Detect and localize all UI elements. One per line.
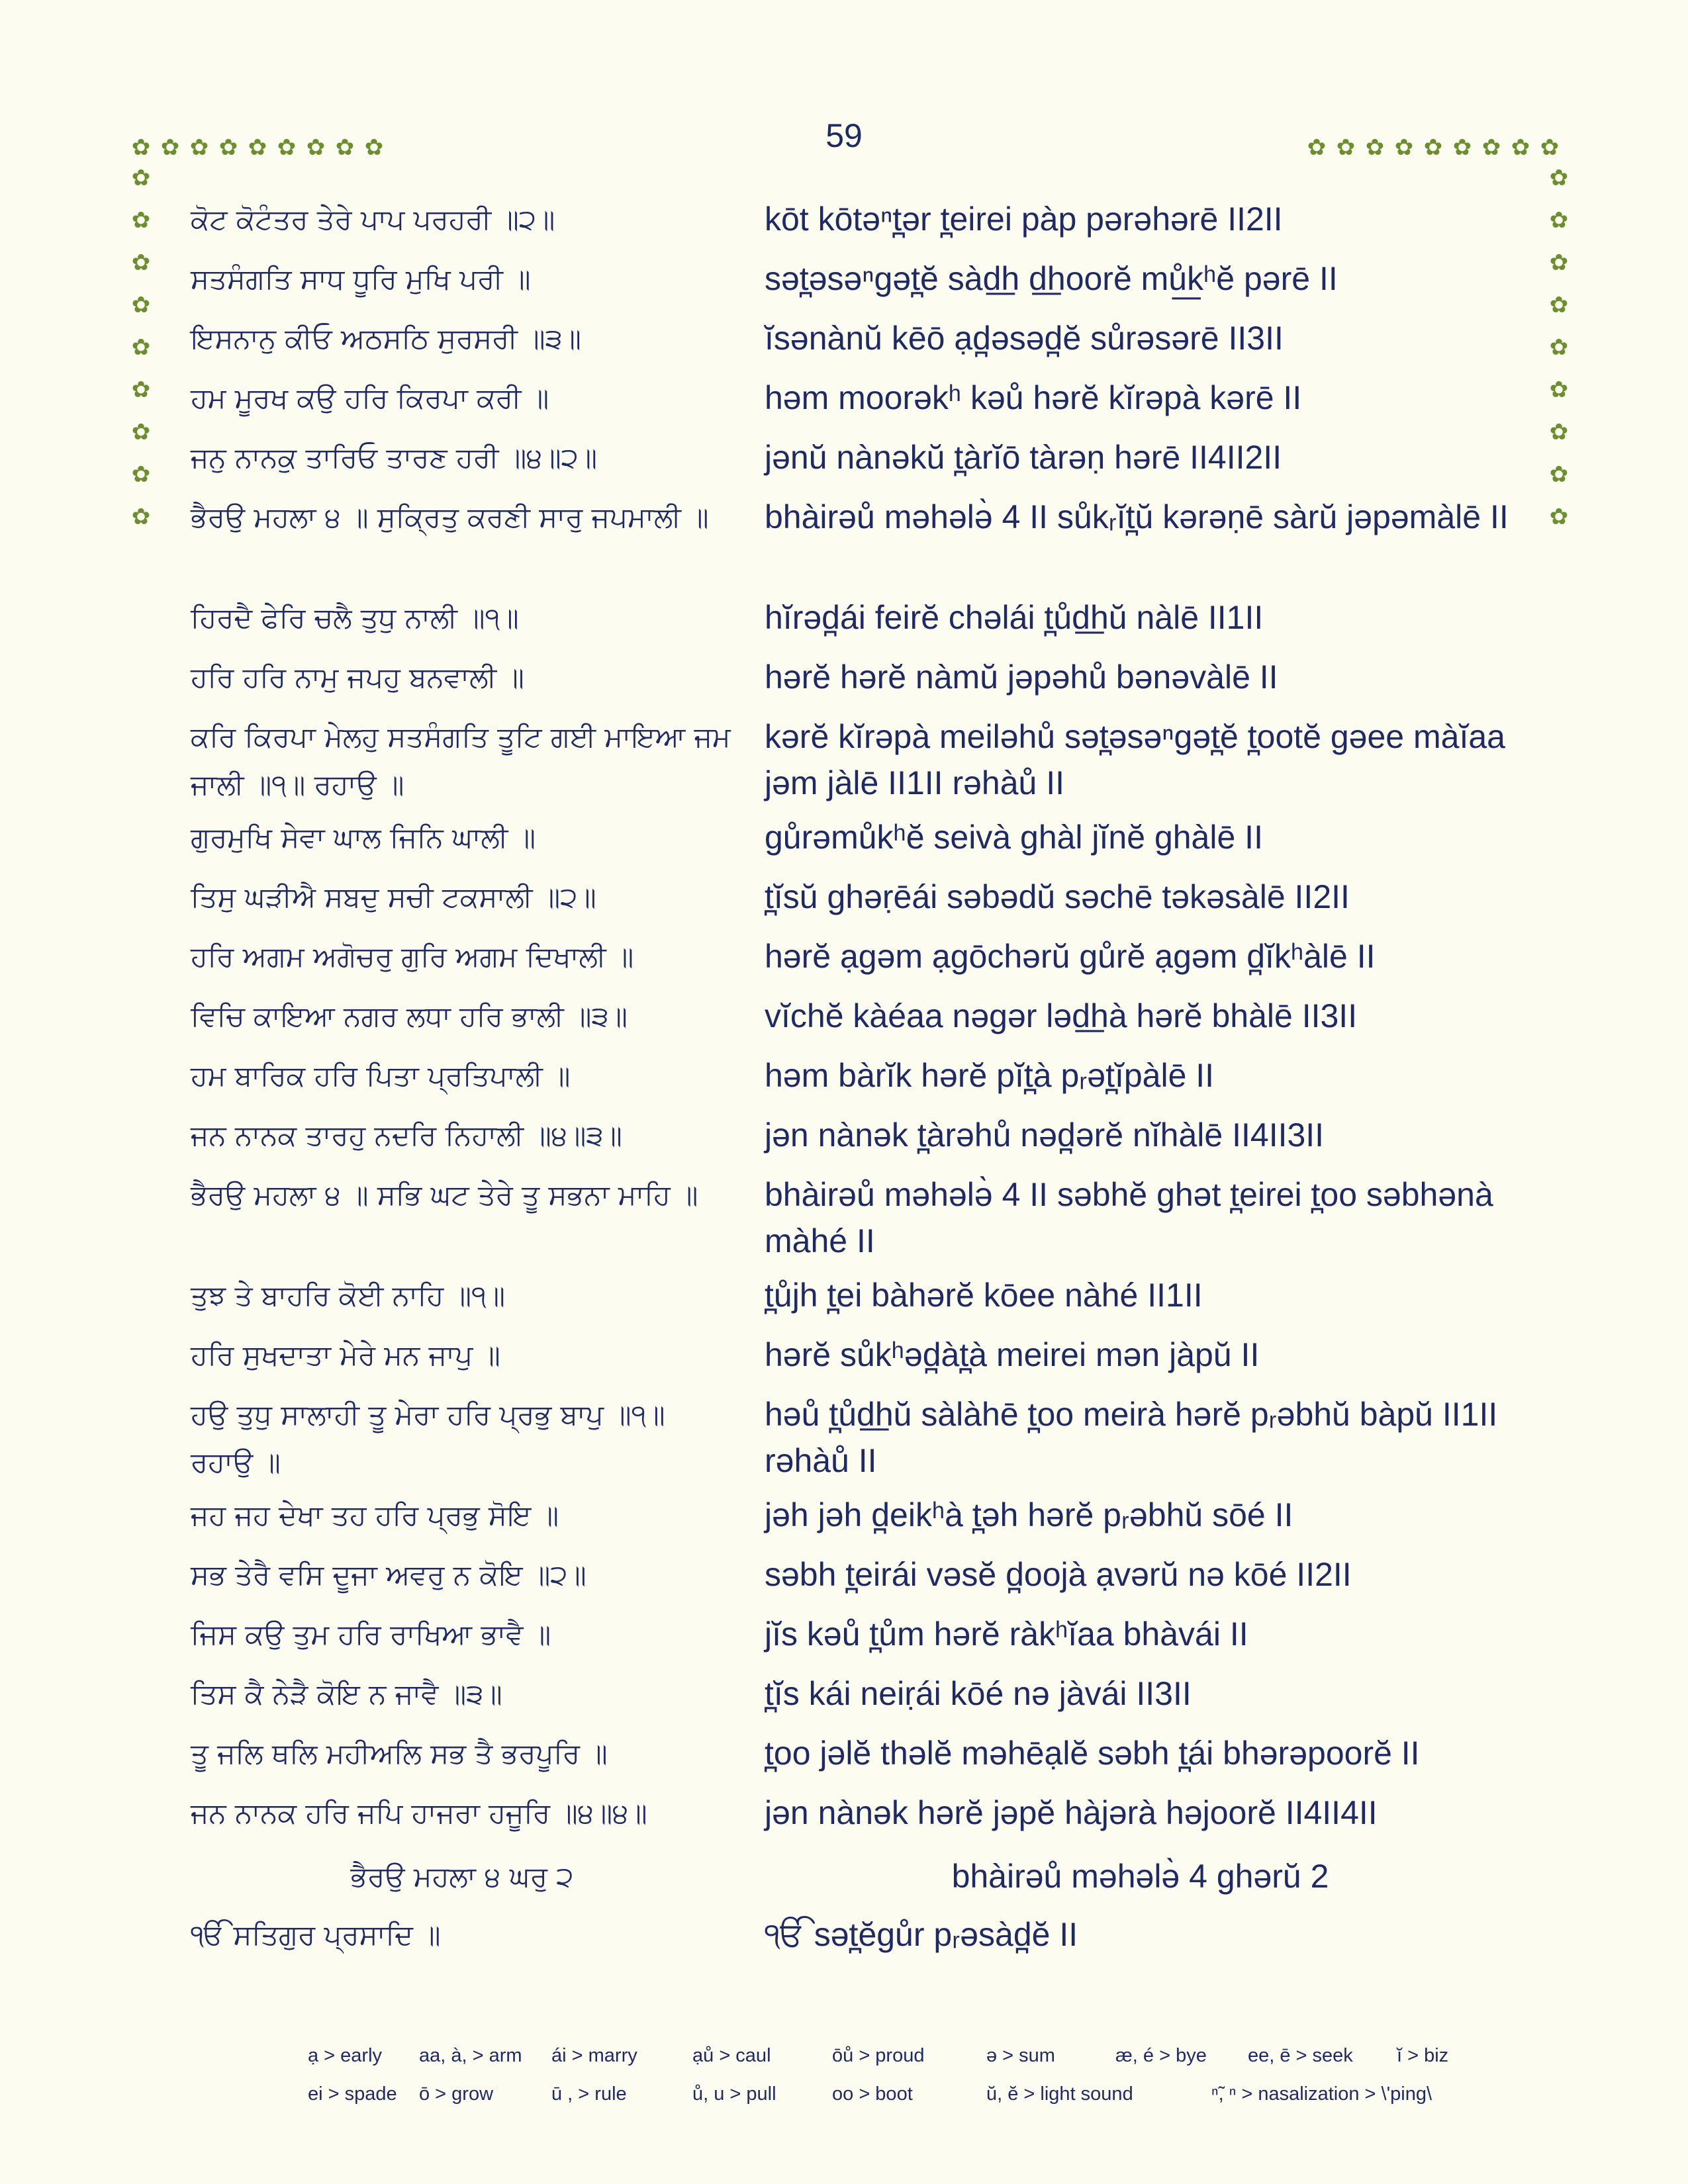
flower-ornament-icon: ✿ xyxy=(131,250,151,276)
flower-ornament-icon: ✿ xyxy=(189,134,209,161)
gurmukhi-text: ਹਰਿ ਹਰਿ ਨਾਮੁ ਜਪਹੁ ਬਨਵਾਲੀ ॥ xyxy=(191,661,524,694)
gurmukhi-text: ਹਰਿ ਸੁਖਦਾਤਾ ਮੇਰੇ ਮਨ ਜਾਪੁ ॥ xyxy=(191,1339,500,1371)
flower-ornament-icon: ✿ xyxy=(1549,207,1569,234)
flower-ornament-icon: ✿ xyxy=(160,134,180,161)
transliteration-text: t̪ĭsŭ ghəṛēái səbədŭ səchē təkəsàlē II2II xyxy=(765,878,1350,915)
legend-item: ō > grow xyxy=(419,2083,494,2105)
transliteration-text: səbh t̪eirái vəsĕ d̪oojà ạvərŭ nə kōé II2II xyxy=(765,1556,1352,1593)
flower-ornament-icon: ✿ xyxy=(364,134,384,161)
legend-item: æ, é > bye xyxy=(1115,2045,1207,2066)
transliteration-text: həm moorəkʰ kəů hərĕ kĭrəpà kərē II xyxy=(765,379,1302,416)
gurmukhi-text: ਵਿਚਿ ਕਾਇਆ ਨਗਰ ਲਧਾ ਹਰਿ ਭਾਲੀ ॥੩॥ xyxy=(191,1000,628,1032)
flower-ornament-icon: ✿ xyxy=(1549,292,1569,318)
flower-ornament-icon: ✿ xyxy=(1394,134,1414,161)
gurmukhi-text: ਹਮ ਬਾਰਿਕ ਹਰਿ ਪਿਤਾ ਪ੍ਰਤਿਪਾਲੀ ॥ xyxy=(191,1060,571,1092)
transliteration-text: həů t̪ůd͟hŭ sàlàhē t̪oo meirà hərĕ pᵣəbhŭ bàpŭ II1II rəhàů II xyxy=(765,1396,1498,1479)
flower-ornament-icon: ✿ xyxy=(1423,134,1443,161)
gurmukhi-text: ਗੁਰਮੁਖਿ ਸੇਵਾ ਘਾਲ ਜਿਨਿ ਘਾਲੀ ॥ xyxy=(191,821,536,854)
legend-item: ee, ē > seek xyxy=(1248,2045,1353,2066)
transliteration-text: sət̪əsəⁿgət̪ĕ sàd͟h d͟hoorĕ mů͟kʰĕ pərē II xyxy=(765,260,1338,297)
gurmukhi-text: ਕਰਿ ਕਿਰਪਾ ਮੇਲਹੁ ਸਤਸੰਗਤਿ ਤੂਟਿ ਗਈ ਮਾਇਆ ਜਮ ਜਾਲੀ ॥੧॥ ਰਹਾਉ ॥ xyxy=(191,721,731,801)
legend-item: ū , > rule xyxy=(551,2083,627,2105)
transliteration-text: ĭsənànŭ kēō ạd̪əsəd̪ĕ sůrəsərē II3II xyxy=(765,320,1284,357)
flower-ornament-icon: ✿ xyxy=(131,334,151,361)
flower-ornament-icon: ✿ xyxy=(1549,377,1569,403)
legend-item: ĭ > biz xyxy=(1397,2045,1449,2066)
gurmukhi-text: ਹਰਿ ਅਗਮ ਅਗੋਚਰੁ ਗੁਰਿ ਅਗਮ ਦਿਖਾਲੀ ॥ xyxy=(191,940,634,973)
transliteration-text: həm bàrĭk hərĕ pĭt̪à pᵣət̪ĭpàlē II xyxy=(765,1057,1215,1094)
legend-item: ů, u > pull xyxy=(692,2083,776,2105)
transliteration-text: jĭs kəů t̪ům hərĕ ràkʰĭaa bhàvái II xyxy=(765,1615,1248,1653)
transliteration-text: t̪ĭs kái neiṛái kōé nə jàvái II3II xyxy=(765,1675,1192,1712)
gurmukhi-text: ਜਿਸ ਕਉ ਤੁਮ ਹਰਿ ਰਾਖਿਆ ਭਾਵੈ ॥ xyxy=(191,1618,551,1651)
transliteration-text: bhàirəů məhələ̀ 4 II sůkᵣĭt̪ŭ kərəṇē sàrŭ jəpəmàlē II xyxy=(765,498,1509,535)
gurmukhi-text: ਭੈਰਉ ਮਹਲਾ ੪ ॥ ਸੁਕ੍ਰਿਤੁ ਕਰਣੀ ਸਾਰੁ ਜਪਮਾਲੀ ॥ xyxy=(191,501,709,533)
flower-ornament-icon: ✿ xyxy=(131,419,151,445)
flower-ornament-icon: ✿ xyxy=(1452,134,1472,161)
flower-ornament-icon: ✿ xyxy=(131,377,151,403)
flower-ornament-icon: ✿ xyxy=(1549,165,1569,191)
gurmukhi-text: ਜਨੁ ਨਾਨਕੁ ਤਾਰਿਓ ਤਾਰਣ ਹਰੀ ॥੪॥੨॥ xyxy=(191,441,598,474)
transliteration-text: jəh jəh d̪eikʰà t̪əh hərĕ pᵣəbhŭ sōé II xyxy=(765,1496,1293,1533)
heading-transliteration: bhàirəů məhələ̀ 4 ghərŭ 2 xyxy=(951,1858,1329,1895)
legend-item: aa, à, > arm xyxy=(419,2045,522,2066)
invocation-gurmukhi: ੴ ਸਤਿਗੁਰ ਪ੍ਰਸਾਦਿ ॥ xyxy=(191,1919,441,1951)
transliteration-text: hərĕ sůkʰəd̪àt̪à meirei mən jàpŭ II xyxy=(765,1336,1260,1373)
gurmukhi-text: ਸਤਸੰਗਤਿ ਸਾਧ ਧੂਰਿ ਮੁਖਿ ਪਰੀ ॥ xyxy=(191,263,531,295)
gurmukhi-text: ਜਹ ਜਹ ਦੇਖਾ ਤਹ ਹਰਿ ਪ੍ਰਭੁ ਸੋਇ ॥ xyxy=(191,1499,559,1531)
flower-ornament-icon: ✿ xyxy=(1365,134,1385,161)
gurmukhi-text: ਜਨ ਨਾਨਕ ਤਾਰਹੁ ਨਦਰਿ ਨਿਹਾਲੀ ॥੪॥੩॥ xyxy=(191,1119,622,1152)
heading-gurmukhi: ਭੈਰਉ ਮਹਲਾ ੪ ਘਰੁ ੨ xyxy=(350,1860,574,1893)
flower-ornament-icon: ✿ xyxy=(1549,504,1569,530)
transliteration-text: kərĕ kĭrəpà meiləhů sət̪əsəⁿgət̪ĕ t̪ootĕ gəee màĭaa jəm jàlē II1II rəhàů II xyxy=(765,718,1505,801)
legend-item: oo > boot xyxy=(832,2083,913,2105)
gurmukhi-text: ਤਿਸ ਕੈ ਨੇੜੈ ਕੋਇ ਨ ਜਾਵੈ ॥੩॥ xyxy=(191,1678,502,1710)
invocation-transliteration: ੴ sət̪ĕgůr pᵣəsàd̪ĕ II xyxy=(765,1916,1078,1953)
gurmukhi-text: ਭੈਰਉ ਮਹਲਾ ੪ ॥ ਸਭਿ ਘਟ ਤੇਰੇ ਤੂ ਸਭਨਾ ਮਾਹਿ ॥ xyxy=(191,1179,698,1211)
legend-item: ạů > caul xyxy=(692,2045,771,2066)
flower-ornament-icon: ✿ xyxy=(1549,461,1569,488)
transliteration-text: hərĕ hərĕ nàmŭ jəpəhů bənəvàlē II xyxy=(765,659,1278,696)
flower-ornament-icon: ✿ xyxy=(1549,334,1569,361)
transliteration-text: t̪oo jəlĕ thəlĕ məhēạlĕ səbh t̪ái bhərəpoorĕ II xyxy=(765,1735,1420,1772)
legend-item: ə > sum xyxy=(986,2045,1055,2066)
gurmukhi-text: ਸਭ ਤੇਰੈ ਵਸਿ ਦੂਜਾ ਅਵਰੁ ਨ ਕੋਇ ॥੨॥ xyxy=(191,1559,586,1591)
legend-item: ŭ, ĕ > light sound xyxy=(986,2083,1133,2105)
flower-ornament-icon: ✿ xyxy=(1549,250,1569,276)
flower-ornament-icon: ✿ xyxy=(335,134,355,161)
flower-ornament-icon: ✿ xyxy=(131,292,151,318)
flower-ornament-icon: ✿ xyxy=(131,207,151,234)
flower-ornament-icon: ✿ xyxy=(218,134,238,161)
legend-item: ōů > proud xyxy=(832,2045,925,2066)
flower-ornament-icon: ✿ xyxy=(277,134,297,161)
gurmukhi-text: ਹਮ ਮੂਰਖ ਕਉ ਹਰਿ ਕਿਰਪਾ ਕਰੀ ॥ xyxy=(191,382,549,414)
transliteration-text: hĭrəd̪ái feirĕ chəlái t̪ůd͟hŭ nàlē II1II xyxy=(765,599,1264,636)
legend-item: ái > marry xyxy=(551,2045,637,2066)
transliteration-text: gůrəmůkʰĕ seivà ghàl jĭnĕ ghàlē II xyxy=(765,819,1263,856)
transliteration-text: hərĕ ạgəm ạgōchərŭ gůrĕ ạgəm d̪ĭkʰàlē II xyxy=(765,938,1376,975)
transliteration-text: jənŭ nànəkŭ t̪àrĭō tàrəṇ hərē II4II2II xyxy=(765,439,1282,476)
legend-item: ạ > early xyxy=(308,2045,383,2066)
legend-item: ei > spade xyxy=(308,2083,397,2105)
gurmukhi-text: ਹਿਰਦੈ ਫੇਰਿ ਚਲੈ ਤੁਧੁ ਨਾਲੀ ॥੧॥ xyxy=(191,602,519,634)
page-number: 59 xyxy=(825,117,863,154)
transliteration-text: bhàirəů məhələ̀ 4 II səbhĕ ghət t̪eirei t̪oo səbhənà màhé II xyxy=(765,1176,1493,1259)
flower-ornament-icon: ✿ xyxy=(1511,134,1530,161)
gurmukhi-text: ਕੋਟ ਕੋਟੰਤਰ ਤੇਰੇ ਪਾਪ ਪਰਹਰੀ ॥੨॥ xyxy=(191,203,555,236)
flower-ornament-icon: ✿ xyxy=(1336,134,1356,161)
flower-ornament-icon: ✿ xyxy=(131,165,151,191)
gurmukhi-text: ਤਿਸੁ ਘੜੀਐ ਸਬਦੁ ਸਚੀ ਟਕਸਾਲੀ ॥੨॥ xyxy=(191,881,596,913)
flower-ornament-icon: ✿ xyxy=(131,134,151,161)
transliteration-text: t̪ůjh t̪ei bàhərĕ kōee nàhé II1II xyxy=(765,1277,1203,1314)
gurmukhi-text: ਹਉ ਤੁਧੁ ਸਾਲਾਹੀ ਤੂ ਮੇਰਾ ਹਰਿ ਪ੍ਰਭੁ ਬਾਪੁ ॥੧॥ ਰਹਾਉ ॥ xyxy=(191,1398,665,1479)
flower-ornament-icon: ✿ xyxy=(131,504,151,530)
flower-ornament-icon: ✿ xyxy=(248,134,267,161)
transliteration-text: jən nànək hərĕ jəpĕ hàjərà həjoorĕ II4II4II xyxy=(765,1794,1378,1831)
flower-ornament-icon: ✿ xyxy=(1307,134,1327,161)
gurmukhi-text: ਤੁਝ ਤੇ ਬਾਹਰਿ ਕੋਈ ਨਾਹਿ ॥੧॥ xyxy=(191,1279,506,1312)
gurmukhi-text: ਜਨ ਨਾਨਕ ਹਰਿ ਜਪਿ ਹਾਜਰਾ ਹਜੂਰਿ ॥੪॥੪॥ xyxy=(191,1797,647,1829)
transliteration-text: kōt kōtəⁿt̪ər t̪eirei pàp pərəhərē II2II xyxy=(765,201,1283,238)
flower-ornament-icon: ✿ xyxy=(306,134,326,161)
transliteration-text: vĭchĕ kàéaa nəgər ləd͟hà hərĕ bhàlē II3II xyxy=(765,997,1358,1034)
legend-item: ⁿ̃, ⁿ > nasalization > \'ping\ xyxy=(1211,2083,1432,2105)
gurmukhi-text: ਇਸਨਾਨੁ ਕੀਓ ਅਠਸਠਿ ਸੁਰਸਰੀ ॥੩॥ xyxy=(191,322,581,355)
flower-ornament-icon: ✿ xyxy=(1540,134,1560,161)
gurmukhi-text: ਤੂ ਜਲਿ ਥਲਿ ਮਹੀਅਲਿ ਸਭ ਤੈ ਭਰਪੂਰਿ ॥ xyxy=(191,1737,608,1770)
flower-ornament-icon: ✿ xyxy=(131,461,151,488)
flower-ornament-icon: ✿ xyxy=(1481,134,1501,161)
transliteration-text: jən nànək t̪àrəhů nəd̪ərĕ nĭhàlē II4II3II xyxy=(765,1116,1325,1154)
flower-ornament-icon: ✿ xyxy=(1549,419,1569,445)
